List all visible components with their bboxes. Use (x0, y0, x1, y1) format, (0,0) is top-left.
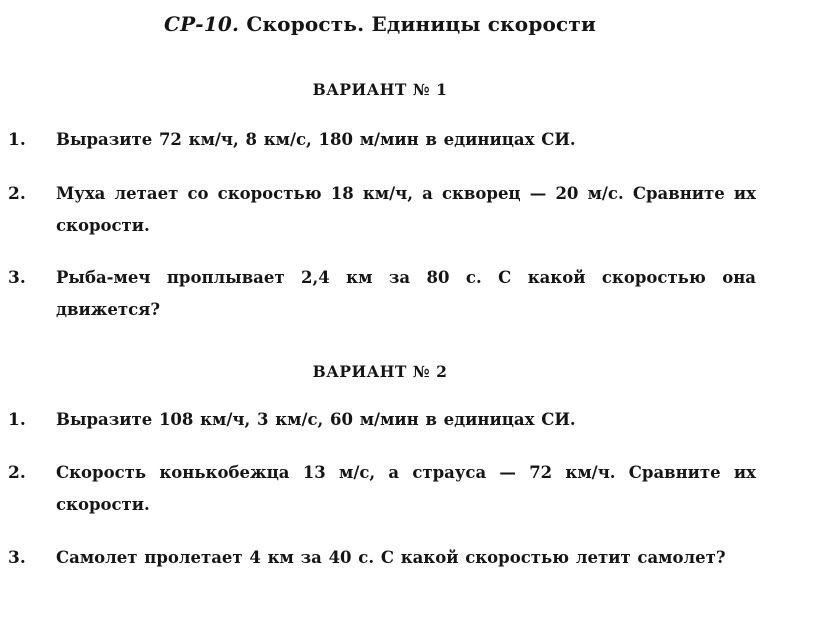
worksheet-code: СР-10. (163, 12, 240, 36)
task-text: Рыба-меч проплывает 2,4 км за 80 с. С какой скоростью она движется? (56, 268, 756, 319)
variant-1-task-1 (8, 124, 756, 156)
task-number: 3. (8, 268, 26, 288)
variant-1-task-2 (8, 178, 756, 242)
variant-2-task-2 (8, 457, 756, 521)
variant-2-task-1 (8, 404, 756, 436)
task-text: Выразите 108 км/ч, 3 км/с, 60 м/мин в единицах СИ. (56, 410, 576, 429)
task-text: Самолет пролетает 4 км за 40 с. С какой скоростью летит самолет? (56, 548, 726, 567)
task-number: 2. (8, 184, 26, 204)
task-number: 3. (8, 548, 26, 568)
task-number: 2. (8, 463, 26, 483)
variant-2-task-3 (8, 542, 756, 574)
task-text: Скорость конькобежца 13 м/с, а страуса — 72 км/ч. Сравните их скорости. (56, 463, 756, 514)
task-number: 1. (8, 130, 26, 150)
variant-1-task-3 (8, 262, 756, 326)
page-title (0, 12, 760, 36)
worksheet-title-text: Скорость. Единицы скорости (246, 12, 597, 36)
task-text: Выразите 72 км/ч, 8 км/с, 180 м/мин в единицах СИ. (56, 130, 576, 149)
task-number: 1. (8, 410, 26, 430)
variant-2-heading: ВАРИАНТ № 2 (312, 362, 448, 381)
variant-1-heading: ВАРИАНТ № 1 (312, 80, 448, 99)
task-text: Муха летает со скоростью 18 км/ч, а скворец — 20 м/с. Сравните их скорости. (56, 184, 756, 235)
